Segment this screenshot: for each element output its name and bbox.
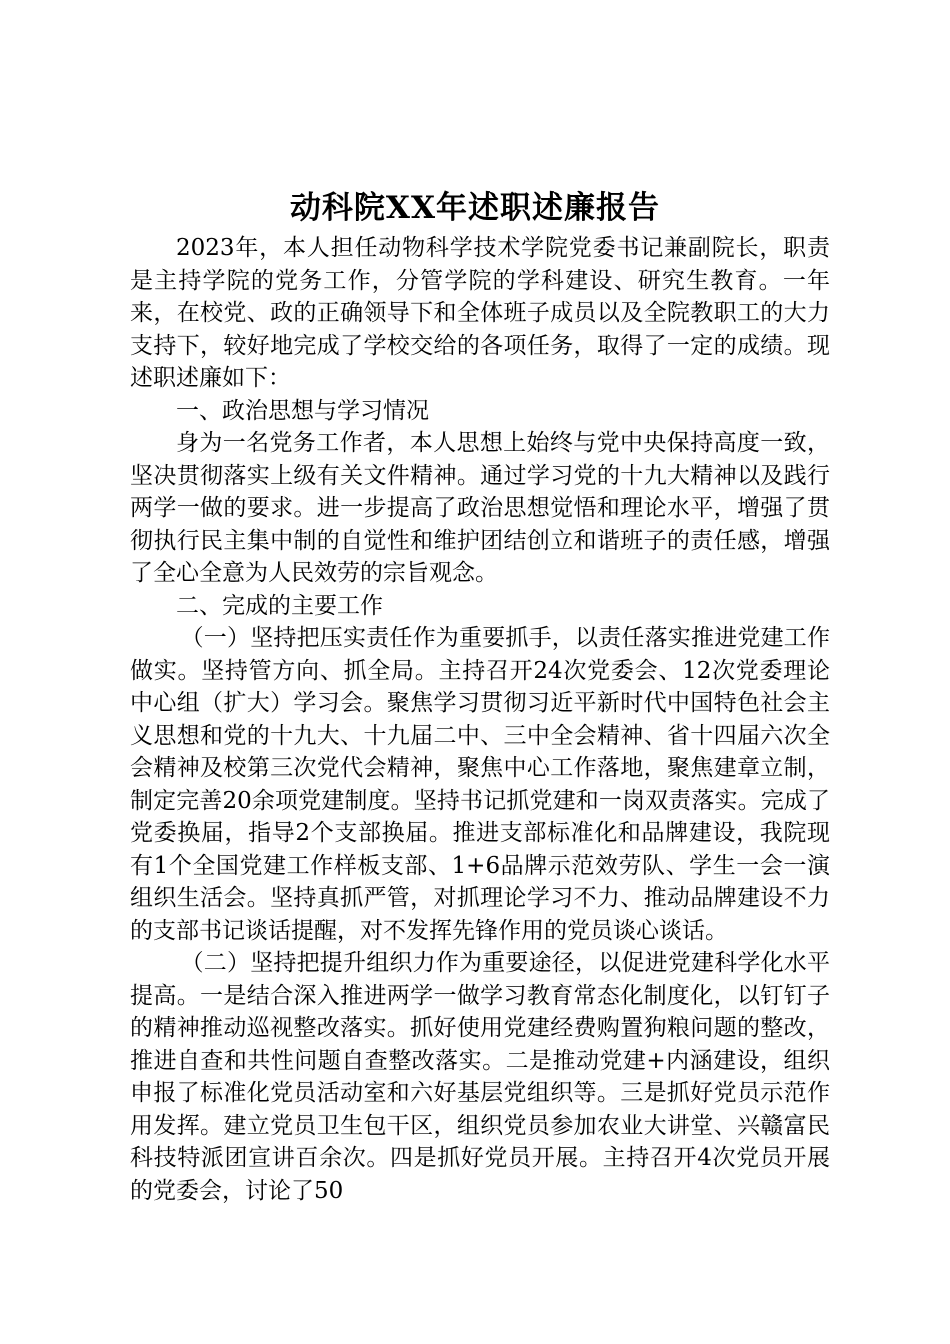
political-paragraph: 身为一名党务工作者，本人思想上始终与党中央保持高度一致，坚决贯彻落实上级有关文件精神。通过学习党的十九大精神以及践行两学一做的要求。进一步提高了政治思想觉悟和理论水平，增强了贯彻执行民主集中制的自觉性和维护团结创立和谐班子的责任感，增强了全心全意为人民效劳的宗旨观念。 [130,430,830,586]
intro-paragraph: 2023年，本人担任动物科学技术学院党委书记兼副院长，职责是主持学院的党务工作，分管学院的学科建设、研究生教育。一年来，在校党、政的正确领导下和全体班子成员以及全院教职工的大力支持下，较好地完成了学校交给的各项任务，取得了一定的成绩。现述职述廉如下： [130,235,830,391]
section-heading-work: 二、完成的主要工作 [176,592,383,619]
work-paragraph-2: （二）坚持把提升组织力作为重要途径，以促进党建科学化水平提高。一是结合深入推进两学一做学习教育常态化制度化，以钉钉子的精神推动巡视整改落实。抓好使用党建经费购置狗粮问题的整改，推进自查和共性问题自查整改落实。二是推动党建+内涵建设，组织申报了标准化党员活动室和六好基层党组织等。三是抓好党员示范作用发挥。建立党员卫生包干区，组织党员参加农业大讲堂、兴赣富民科技特派团宣讲百余次。四是抓好党员开展。主持召开4次党员开展的党委会，讨论了50 [130,950,830,1204]
document-body [130,232,830,1207]
document-title: 动科院XX年述职述廉报告 [289,190,661,226]
section-heading-political: 一、政治思想与学习情况 [176,397,429,424]
work-paragraph-1: （一）坚持把压实责任作为重要抓手，以责任落实推进党建工作做实。坚持管方向、抓全局。主持召开24次党委会、12次党委理论中心组（扩大）学习会。聚焦学习贯彻习近平新时代中国特色社会主义思想和党的十九大、十九届二中、三中全会精神、省十四届六次全会精神及校第三次党代会精神，聚焦中心工作落地，聚焦建章立制，制定完善20余项党建制度。坚持书记抓党建和一岗双责落实。完成了党委换届，指导2个支部换届。推进支部标准化和品牌建设，我院现有1个全国党建工作样板支部、1+6品牌示范效劳队、学生一会一演组织生活会。坚持真抓严管，对抓理论学习不力、推动品牌建设不力的支部书记谈话提醒，对不发挥先锋作用的党员谈心谈话。 [130,625,830,944]
